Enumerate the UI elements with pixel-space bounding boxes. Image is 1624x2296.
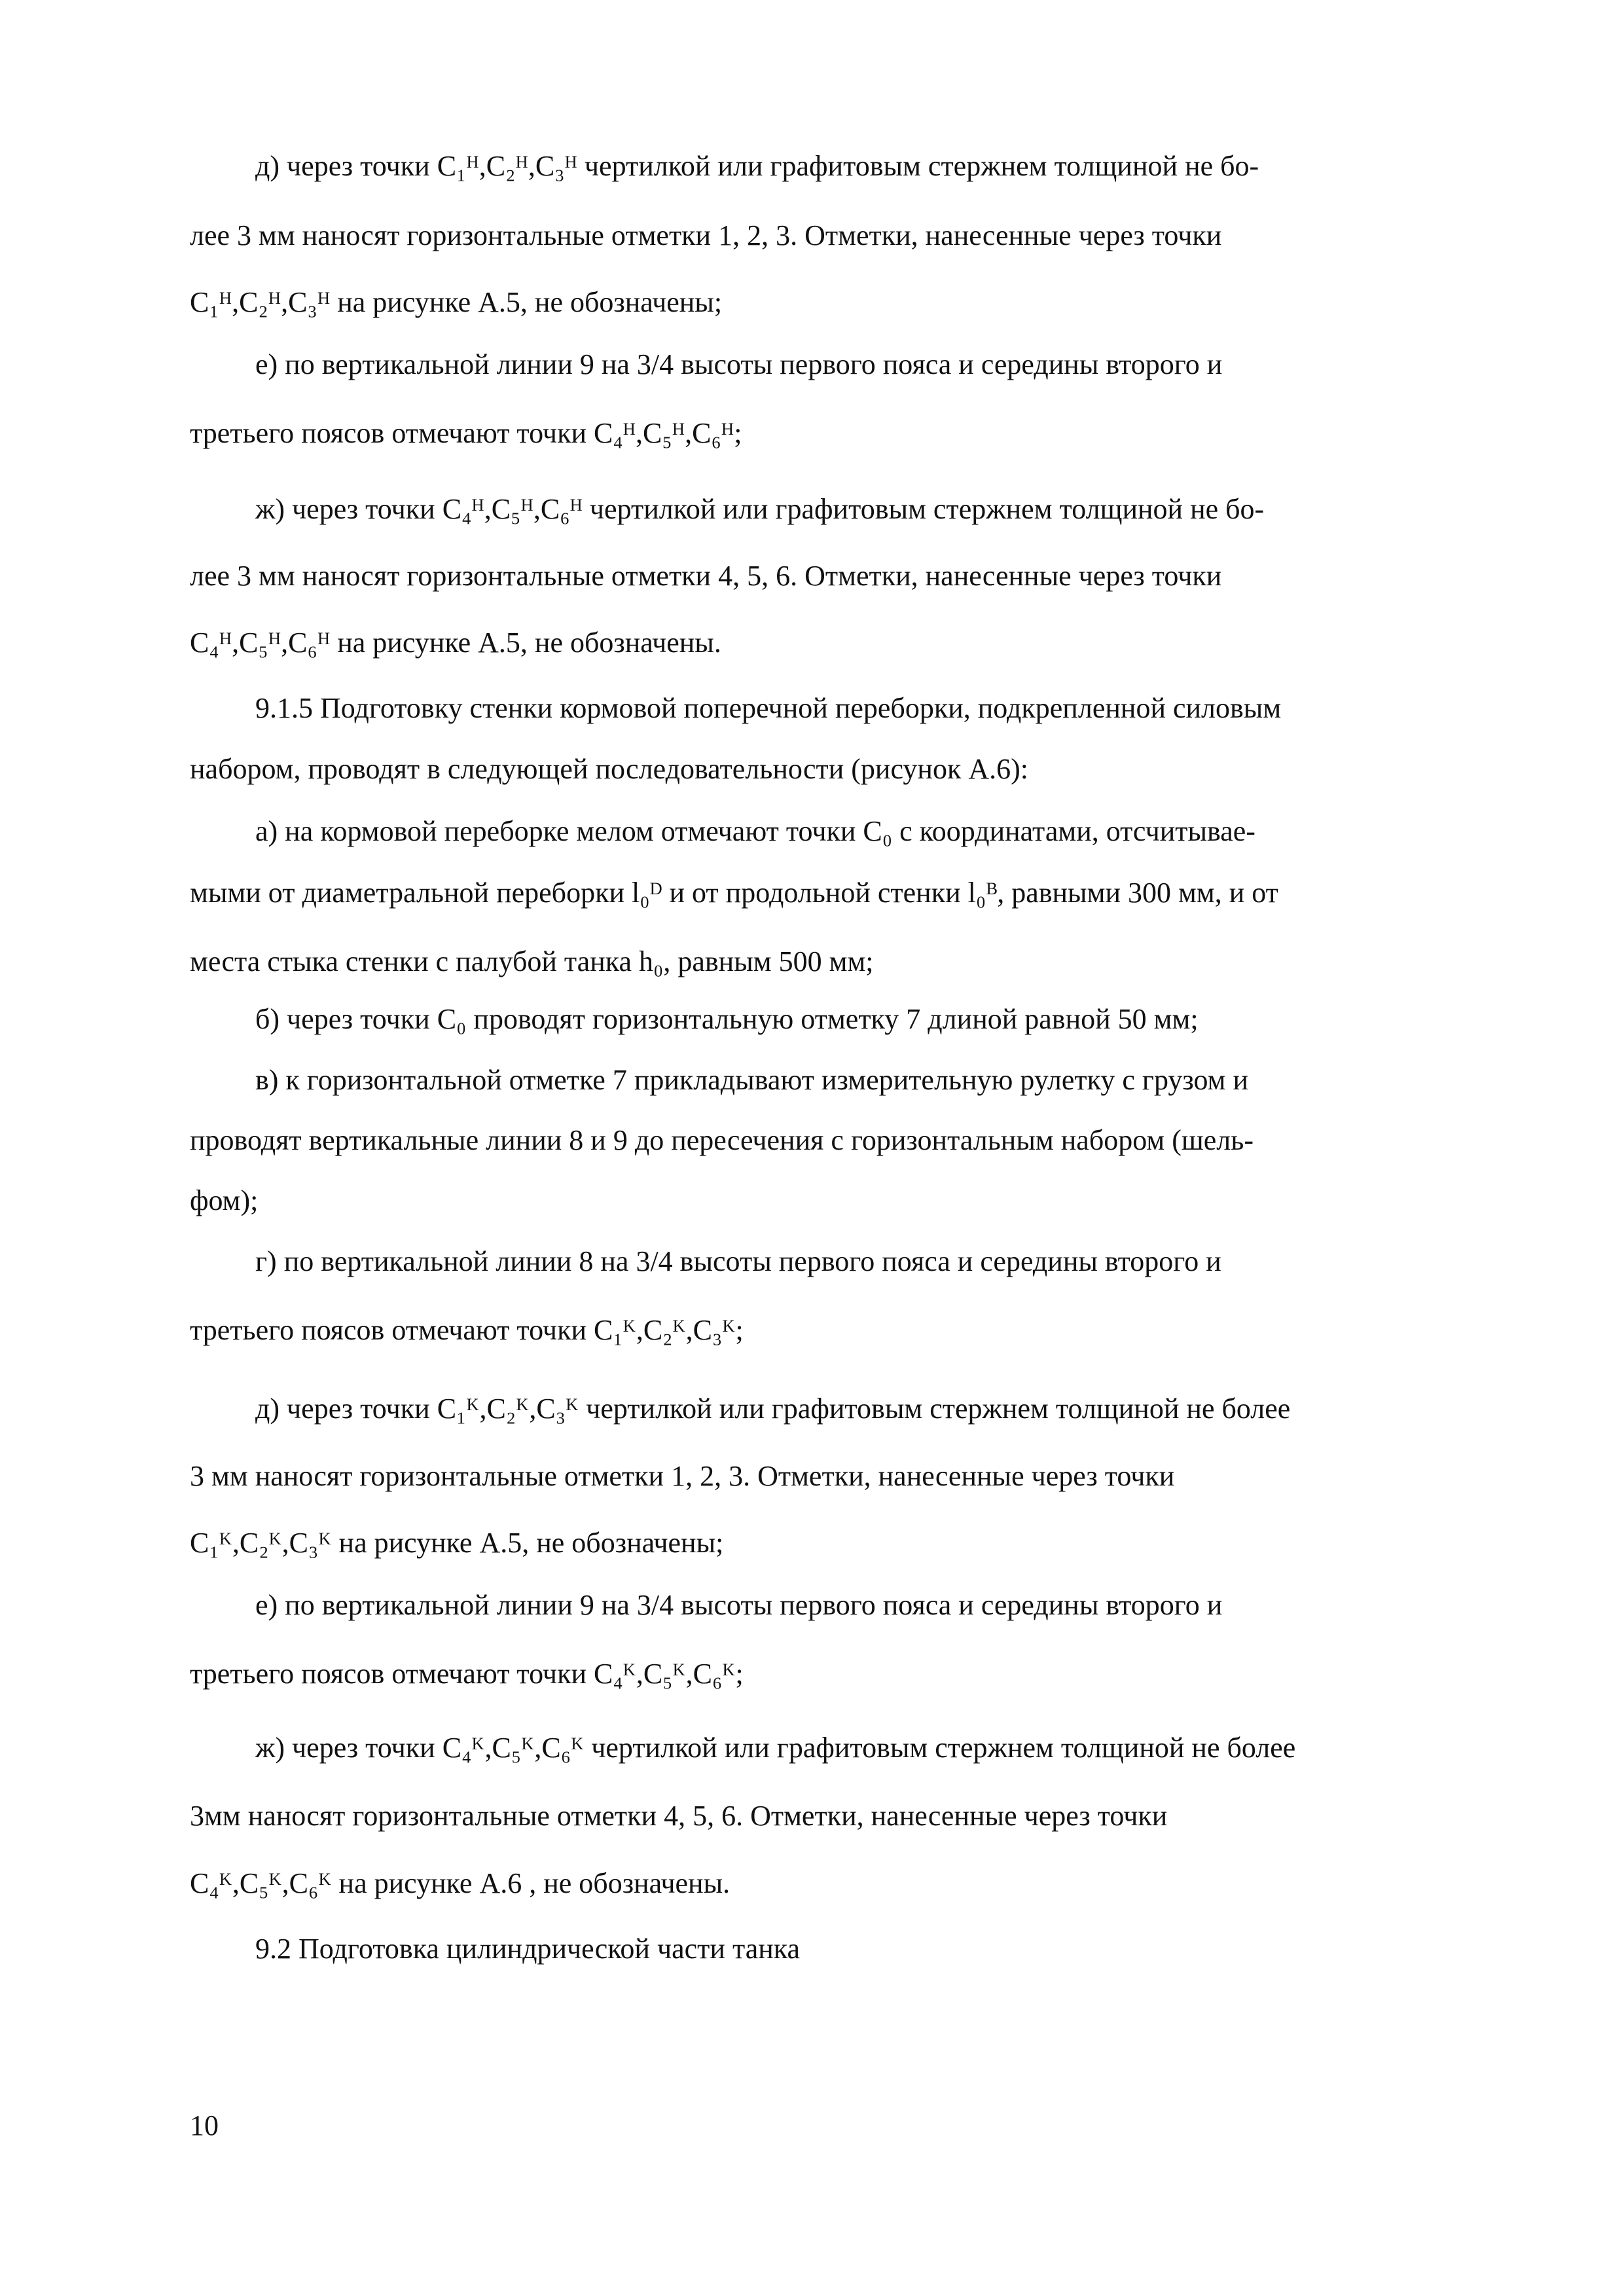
text-line: третьего поясов отмечают точки С₄ᴴ,С₅ᴴ,С₆ᴴ;	[190, 417, 742, 449]
text-line-d-lower: д) через точки С₁ᴷ,С₂ᴷ,С₃ᴷ чертилкой или графитовым стержнем толщиной не более	[255, 1393, 1291, 1425]
text-line: третьего поясов отмечают точки С₄ᴷ,С₅ᴷ,С₆ᴷ;	[190, 1658, 744, 1690]
text-line: лее 3 мм наносят горизонтальные отметки 4, 5, 6. Отметки, нанесенные через точки	[190, 560, 1222, 592]
text-line-e-lower: е) по вертикальной линии 9 на 3/4 высоты первого пояса и середины второго и	[255, 1589, 1223, 1621]
text-line-a: а) на кормовой переборке мелом отмечают точки С₀ с координатами, отсчитывае-	[255, 815, 1255, 847]
text-line: мыми от диаметральной переборки l₀ᴰ и от продольной стенки l₀ᴮ, равными 300 мм, и от	[190, 877, 1278, 909]
text-line: третьего поясов отмечают точки С₁ᴷ,С₂ᴷ,С₃ᴷ;	[190, 1314, 744, 1346]
text-line-d-upper: д) через точки С₁ᴴ,С₂ᴴ,С₃ᴴ чертилкой или графитовым стержнем толщиной не бо-	[255, 150, 1259, 182]
text-line-e-upper: е) по вертикальной линии 9 на 3/4 высоты первого пояса и середины второго и	[255, 348, 1223, 380]
text-line: лее 3 мм наносят горизонтальные отметки 1, 2, 3. Отметки, нанесенные через точки	[190, 219, 1222, 251]
section-heading-9-2: 9.2 Подготовка цилиндрической части танка	[255, 1933, 801, 1965]
page-number: 10	[190, 2109, 219, 2141]
text-line-v: в) к горизонтальной отметке 7 прикладывают измерительную рулетку с грузом и	[255, 1064, 1249, 1096]
text-line-g: г) по вертикальной линии 8 на 3/4 высоты первого пояса и середины второго и	[255, 1245, 1221, 1277]
text-line: проводят вертикальные линии 8 и 9 до пересечения с горизонтальным набором (шель-	[190, 1124, 1254, 1156]
text-line: 3мм наносят горизонтальные отметки 4, 5, 6. Отметки, нанесенные через точки	[190, 1800, 1168, 1832]
text-line-b: б) через точки С₀ проводят горизонтальную отметку 7 длиной равной 50 мм;	[255, 1003, 1199, 1035]
text-line: места стыка стенки с палубой танка h₀, равным 500 мм;	[190, 945, 874, 977]
text-line: С₄ᴷ,С₅ᴷ,С₆ᴷ на рисунке А.6 , не обозначены.	[190, 1867, 731, 1899]
text-line: С₄ᴴ,С₅ᴴ,С₆ᴴ на рисунке А.5, не обозначены.	[190, 627, 721, 659]
text-line: 3 мм наносят горизонтальные отметки 1, 2, 3. Отметки, нанесенные через точки	[190, 1460, 1175, 1492]
text-line: набором, проводят в следующей последовательности (рисунок А.6):	[190, 753, 1029, 785]
text-line: фом);	[190, 1184, 259, 1216]
text-line-zh-upper: ж) через точки С₄ᴴ,С₅ᴴ,С₆ᴴ чертилкой или графитовым стержнем толщиной не бо-	[255, 493, 1265, 525]
section-heading-9-1-5: 9.1.5 Подготовку стенки кормовой поперечной переборки, подкрепленной силовым	[255, 692, 1282, 724]
text-line: С₁ᴴ,С₂ᴴ,С₃ᴴ на рисунке А.5, не обозначены;	[190, 286, 723, 318]
text-line: С₁ᴷ,С₂ᴷ,С₃ᴷ на рисунке А.5, не обозначены;	[190, 1527, 724, 1559]
text-line-zh-lower: ж) через точки С₄ᴷ,С₅ᴷ,С₆ᴷ чертилкой или графитовым стержнем толщиной не более	[255, 1732, 1296, 1764]
